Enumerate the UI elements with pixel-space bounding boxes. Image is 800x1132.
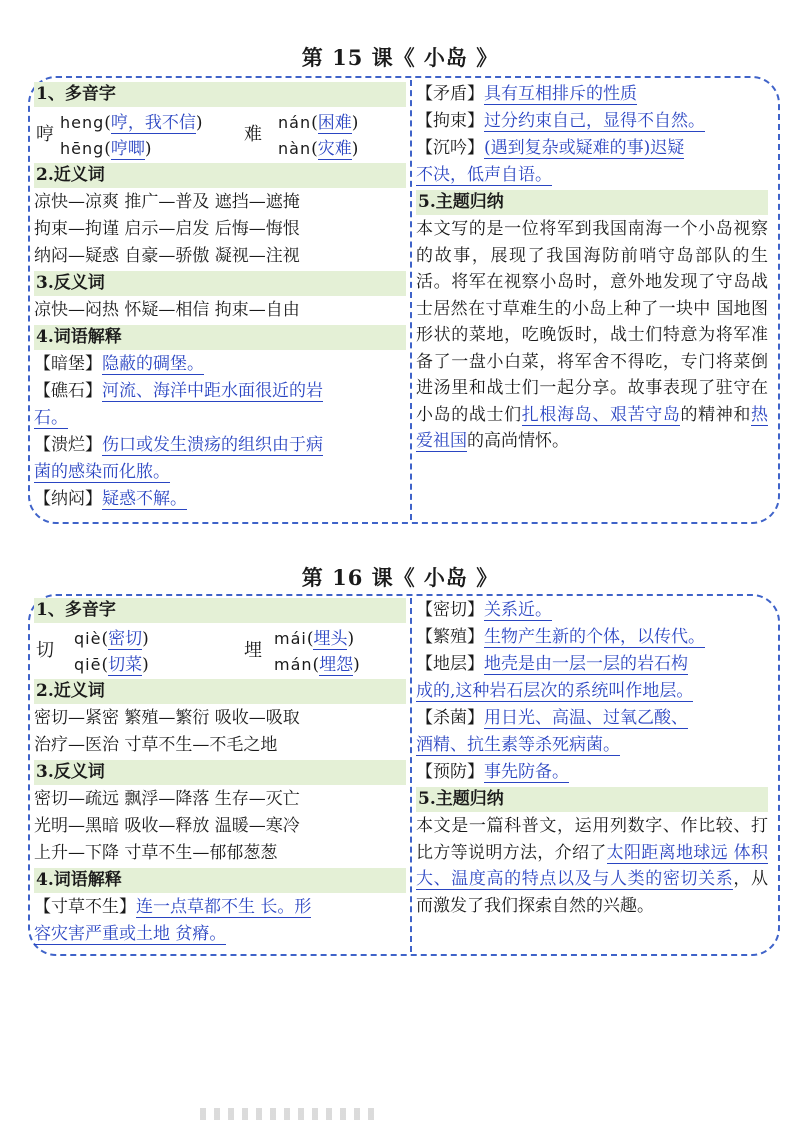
polyphone-char: 难	[244, 124, 262, 145]
polyphone-row	[34, 624, 406, 678]
section-heading-antonyms: 3.反义词	[34, 760, 406, 785]
synonym-line: 拘束—拘谨 启示—启发 后悔—悔恨	[34, 219, 300, 239]
synonym-line: 密切—紧密 繁殖—繁衍 吸收—吸取	[34, 708, 300, 728]
section-heading-synonyms: 2.近义词	[34, 679, 406, 704]
definition-item: 【密切】关系近。	[416, 600, 552, 620]
definition-item: 【纳闷】疑惑不解。	[34, 489, 187, 509]
lesson15-title: 第 15 课《 小岛 》	[301, 45, 499, 70]
definition-item: 【溃烂】伤口或发生溃疡的组织由于病	[34, 435, 323, 455]
definition-continuation: 酒精、抗生素等杀死病菌。	[416, 735, 620, 755]
synonym-line: 凉快—凉爽 推广—普及 遮挡—遮掩	[34, 192, 300, 212]
lesson16-divider	[410, 598, 412, 952]
scan-artifact	[200, 1108, 380, 1120]
definition-continuation: 石。	[34, 408, 68, 428]
theme-paragraph: 本文写的是一位将军到我国南海一个小岛视察的故事，展现了我国海防前哨守岛部队的生活。将军在视察小岛时，意外地发现了守岛战士居然在寸草难生的小岛上种了一块中 国地图形状的菜地，吃晚饭时，战士们特意为将军准备了一盘小白菜，将军舍不得吃，专门将菜倒进汤里和战士们一起分享。故事表现了驻守在小岛的战士们扎根海岛、艰苦守岛的精神和热爱祖国的高尚情怀。	[416, 219, 769, 451]
definition-item: 【暗堡】隐蔽的碉堡。	[34, 354, 204, 374]
synonym-line: 纳闷—疑惑 自豪—骄傲 凝视—注视	[34, 246, 300, 266]
section-heading-polyphone: 1、多音字	[34, 598, 406, 623]
section-heading-definitions: 4.词语解释	[34, 868, 406, 893]
polyphone-reading: heng(哼，我不信)	[60, 113, 203, 133]
definition-continuation: 容灾害严重或土地 贫瘠。	[34, 924, 227, 944]
polyphone-row	[34, 108, 406, 162]
section-heading-theme: 5.主题归纳	[416, 787, 768, 812]
polyphone-reading: nán(困难)	[278, 113, 359, 133]
antonym-line: 密切—疏远 飘浮—降落 生存—灭亡	[34, 789, 300, 809]
section-heading-antonyms: 3.反义词	[34, 271, 406, 296]
antonym-line: 上升—下降 寸草不生—郁郁葱葱	[34, 843, 278, 863]
lesson16-right-column	[416, 597, 768, 919]
antonym-line: 光明—黑暗 吸收—释放 温暖—寒冷	[34, 816, 300, 836]
polyphone-char: 哼	[36, 124, 54, 145]
definition-item: 【寸草不生】连一点草都不生 长。形	[34, 897, 312, 917]
definition-continuation: 菌的感染而化脓。	[34, 462, 170, 482]
definition-continuation: 不决，低声自语。	[416, 165, 552, 185]
definition-item: 【预防】事先防备。	[416, 762, 569, 782]
definition-item: 【矛盾】具有互相排斥的性质	[416, 84, 637, 104]
theme-paragraph: 本文是一篇科普文，运用列数字、作比较、打比方等说明方法，介绍了太阳距离地球远 体积大、温度高的特点以及与人类的密切关系，从而激发了我们探索自然的兴趣。	[416, 816, 769, 916]
definition-item: 【杀菌】用日光、高温、过氧乙酸、	[416, 708, 688, 728]
definition-item: 【地层】地壳是由一层一层的岩石构	[416, 654, 688, 674]
definition-item: 【礁石】河流、海洋中距水面很近的岩	[34, 381, 323, 401]
polyphone-reading: nàn(灾难)	[278, 139, 359, 159]
polyphone-char: 埋	[244, 640, 262, 661]
section-heading-theme: 5.主题归纳	[416, 190, 768, 215]
polyphone-reading: qiè(密切)	[74, 629, 149, 649]
polyphone-reading: hēng(哼唧)	[60, 139, 152, 159]
polyphone-reading: mán(埋怨)	[274, 655, 360, 675]
lesson16-title: 第 16 课《 小岛 》	[301, 565, 499, 590]
definition-continuation: 成的,这种岩石层次的系统叫作地层。	[416, 681, 694, 701]
definition-item: 【拘束】过分约束自己，显得不自然。	[416, 111, 705, 131]
definition-item: 【繁殖】生物产生新的个体，以传代。	[416, 627, 705, 647]
lesson15-right-column	[416, 81, 768, 455]
section-heading-definitions: 4.词语解释	[34, 325, 406, 350]
antonym-line: 凉快—闷热 怀疑—相信 拘束—自由	[34, 300, 300, 320]
synonym-line: 治疗—医治 寸草不生—不毛之地	[34, 735, 278, 755]
lesson15-divider	[410, 80, 412, 520]
lesson16-left-column	[34, 597, 406, 948]
lesson15-left-column	[34, 81, 406, 513]
definition-item: 【沉吟】(遇到复杂或疑难的事)迟疑	[416, 138, 685, 158]
polyphone-reading: mái(埋头)	[274, 629, 355, 649]
polyphone-char: 切	[36, 640, 54, 661]
section-heading-synonyms: 2.近义词	[34, 163, 406, 188]
section-heading-polyphone: 1、多音字	[34, 82, 406, 107]
polyphone-reading: qiē(切菜)	[74, 655, 149, 675]
